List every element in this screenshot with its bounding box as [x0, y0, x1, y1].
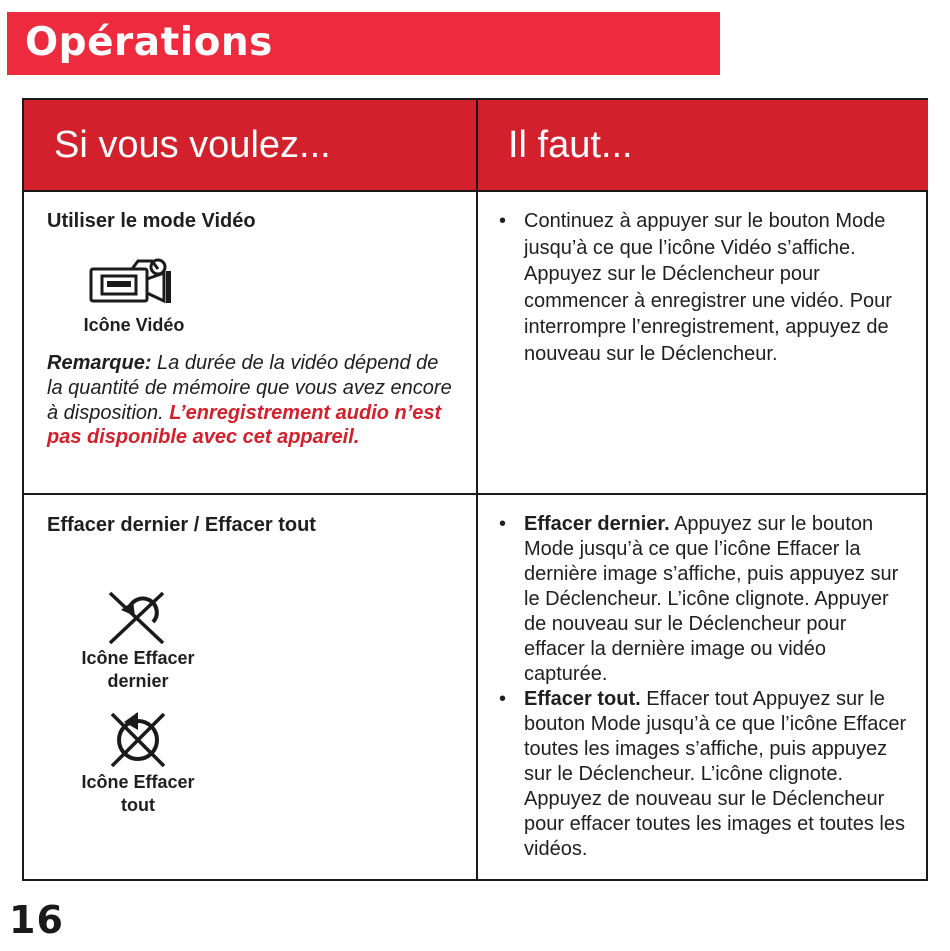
delete-last-caption: Icône Effacer dernier [81, 648, 195, 691]
row2-instructions [499, 512, 909, 862]
column-header-left: Si vous voulez... [24, 100, 476, 190]
delete-last-icon [107, 590, 169, 646]
column-divider [476, 100, 478, 879]
bullet-label: Effacer tout. [524, 688, 641, 710]
bullet-label: Effacer dernier. [524, 513, 670, 535]
row1-note [47, 351, 452, 450]
column-header-right: Il faut... [478, 100, 928, 190]
row2-title: Effacer dernier / Effacer tout [47, 514, 316, 536]
header-divider [24, 190, 926, 192]
page-number: 16 [9, 898, 64, 942]
delete-all-icon [108, 708, 168, 768]
row1-title: Utiliser le mode Vidéo [47, 210, 256, 232]
bullet-text: Appuyez sur le bouton Mode jusqu’à ce que l’icône Effacer la dernière image s’affiche, puis appuyez sur le Déclencheur. L’icône clignote. Appuyer de nouveau sur le Déclencheur pour effacer la dernière image ou vidéo capturée. [524, 513, 899, 685]
bullet-text: Effacer tout Appuyez sur le bouton Mode jusqu’à ce que l’icône Effacer toutes les images s’affiche, puis appuyez sur le Déclencheur. L’icône clignote. Appuyez de nouveau sur le Déclencheur pour effacer toutes les images et toutes les vidéos. [524, 688, 907, 860]
video-icon-caption: Icône Vidéo [83, 315, 185, 335]
section-title-bar [7, 12, 720, 75]
note-warning: L’enregistrement audio n’est pas disponible avec cet appareil. [47, 401, 442, 449]
row1-instructions [499, 208, 909, 367]
delete-all-caption: Icône Effacer tout [81, 772, 195, 815]
note-label: Remarque: [47, 352, 152, 374]
row2-bullet-delete-all [499, 687, 909, 862]
operations-table [22, 98, 928, 881]
video-camera-icon [88, 257, 174, 307]
section-title: Opérations [25, 20, 273, 65]
note-text: La durée de la vidéo dépend de la quantité de mémoire que vous avez encore à disposition. [47, 352, 452, 424]
row-divider [24, 493, 926, 495]
row2-bullet-delete-last [499, 512, 909, 687]
row1-bullet: • Continuez à appuyer sur le bouton Mode jusqu’à ce que l’icône Vidéo s’affiche. Appuyez sur le Déclencheur pour commencer à enregistrer une vidéo. Pour interrompre l’enregistrement, appuyez de nouveau sur le Déclencheur. [499, 208, 909, 367]
